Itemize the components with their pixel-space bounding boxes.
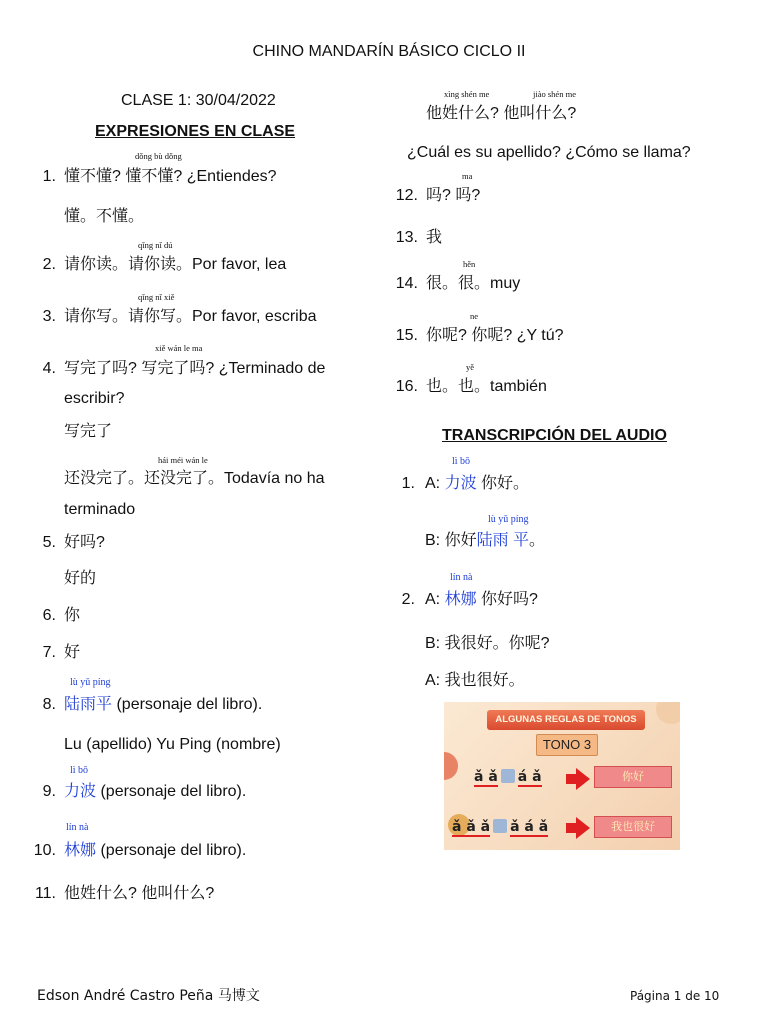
list-number: 12. (395, 187, 418, 204)
list-item-cont: escribir? (64, 390, 125, 407)
pinyin: ma (462, 171, 473, 181)
arrow-icon (501, 769, 515, 783)
red-arrow-icon (576, 817, 590, 839)
tone-rules-banner: ALGUNAS REGLAS DE TONOS (487, 710, 645, 730)
pinyin: lù yǔ píng (488, 514, 529, 525)
pinyin: xìng shén me (444, 89, 490, 99)
section-title-expresiones: EXPRESIONES EN CLASE (95, 123, 296, 140)
pinyin: ne (470, 311, 479, 321)
tone-rules-image (444, 702, 680, 850)
pinyin: hái méi wán le (158, 455, 208, 465)
tone-result: ǎ á ǎ (510, 819, 549, 835)
list-item-extra: 写完了 (64, 423, 113, 440)
list-item: 也。也。también (426, 378, 547, 395)
list-number: 11. (34, 885, 56, 902)
character-name: 林娜 (64, 842, 97, 859)
page-title: CHINO MANDARÍN BÁSICO CICLO II (252, 43, 526, 60)
list-item: 我 (426, 229, 443, 246)
list-item-cont: terminado (64, 501, 136, 518)
dialog-text: 你好吗? (476, 591, 538, 608)
pinyin: dǒng bù dǒng (135, 151, 182, 161)
character-name: 陆雨 平 (476, 532, 530, 549)
pinyin: lín nà (450, 572, 473, 583)
example-box: 我也很好 (594, 816, 672, 838)
dialog-line: A: 我也很好。 (425, 672, 525, 689)
list-item: 你 (64, 607, 81, 624)
pinyin: lì bō (70, 765, 89, 776)
list-number: 13. (395, 229, 418, 246)
list-item: 好 (64, 644, 81, 661)
list-item: 吗? 吗? (426, 187, 481, 204)
pinyin: xiě wán le ma (155, 343, 203, 353)
list-item: 你呢? 你呢? ¿Y tú? (426, 327, 564, 344)
footer-author: Edson André Castro Peña 马博文 (37, 988, 260, 1004)
list-number: 9. (42, 783, 56, 800)
pinyin: lín nà (66, 822, 89, 833)
dialog-text: 你好。 (476, 475, 530, 492)
pinyin: lù yǔ píng (70, 677, 111, 688)
dialog-line (425, 590, 538, 610)
character-name: 力波 (64, 783, 97, 800)
list-item: 懂不懂? 懂不懂? ¿Entiendes? (64, 168, 277, 185)
list-item-text: (personaje del libro). (96, 842, 247, 859)
list-item-extra: 还没完了。还没完了。Todavía no ha (64, 470, 325, 487)
list-item-extra: 好的 (64, 570, 97, 587)
tone-source: ǎ ǎ (474, 769, 498, 785)
list-number: 5. (42, 534, 56, 551)
list-number: 4. (42, 360, 56, 377)
pinyin: hěn (463, 259, 476, 269)
tone-source: ǎ ǎ ǎ (452, 819, 491, 835)
list-item (64, 695, 262, 715)
footer-page-number: Página 1 de 10 (630, 989, 720, 1003)
red-arrow-icon (576, 768, 590, 790)
pinyin: yě (466, 362, 475, 372)
list-number: 3. (42, 308, 56, 325)
speaker: A: (425, 475, 445, 492)
tone-result: á ǎ (517, 769, 542, 785)
decor-flower (656, 702, 680, 724)
list-item: 好吗? (64, 534, 105, 551)
list-number: 2. (42, 256, 56, 273)
list-item: 他姓什么? 他叫什么? (64, 885, 215, 902)
list-item-cont: 他姓什么? 他叫什么? (426, 105, 577, 122)
tone-3-badge: TONO 3 (536, 734, 598, 756)
list-item-extra: 懂。不懂。 (64, 208, 145, 225)
character-name: 力波 (444, 475, 477, 492)
section-title-transcripcion: TRANSCRIPCIÓN DEL AUDIO (442, 427, 667, 444)
list-number: 7. (42, 644, 56, 661)
arrow-icon (493, 819, 507, 833)
pinyin: qǐng nǐ dú (138, 240, 173, 250)
list-number: 2. (401, 591, 415, 608)
list-number: 6. (42, 607, 56, 624)
example-box: 你好 (594, 766, 672, 788)
list-number: 14. (395, 275, 418, 292)
list-item: 写完了吗? 写完了吗? ¿Terminado de (64, 360, 326, 377)
list-item: 请你读。请你读。Por favor, lea (64, 256, 287, 273)
class-date: CLASE 1: 30/04/2022 (121, 92, 276, 109)
list-item-text: (personaje del libro). (96, 783, 247, 800)
speaker: A: (425, 591, 445, 608)
list-item-text: (personaje del libro). (112, 696, 263, 713)
list-item (64, 782, 246, 802)
list-number: 16. (395, 378, 418, 395)
tone-rule-row (452, 819, 548, 835)
list-number: 1. (42, 168, 56, 185)
pinyin: lì bō (452, 456, 471, 467)
dialog-line (425, 531, 545, 551)
dialog-text: 。 (529, 532, 546, 549)
character-name: 陆雨平 (64, 696, 113, 713)
list-number: 1. (401, 475, 415, 492)
decor-lantern (444, 752, 458, 780)
list-number: 15. (395, 327, 418, 344)
list-item (64, 841, 246, 861)
list-item-translation: ¿Cuál es su apellido? ¿Cómo se llama? (407, 144, 691, 161)
dialog-line (425, 474, 529, 494)
dialog-line: B: 我很好。你呢? (425, 635, 550, 652)
character-name: 林娜 (444, 591, 477, 608)
dialog-text: B: 你好 (425, 532, 477, 549)
list-number: 8. (42, 696, 56, 713)
tone-rule-row (474, 769, 542, 785)
list-number: 10. (33, 842, 56, 859)
pinyin: qǐng nǐ xiě (138, 292, 175, 302)
list-item-extra: Lu (apellido) Yu Ping (nombre) (64, 736, 281, 753)
pinyin: jiào shén me (533, 89, 576, 99)
list-item: 很。很。muy (426, 275, 521, 292)
list-item: 请你写。请你写。Por favor, escriba (64, 308, 317, 325)
